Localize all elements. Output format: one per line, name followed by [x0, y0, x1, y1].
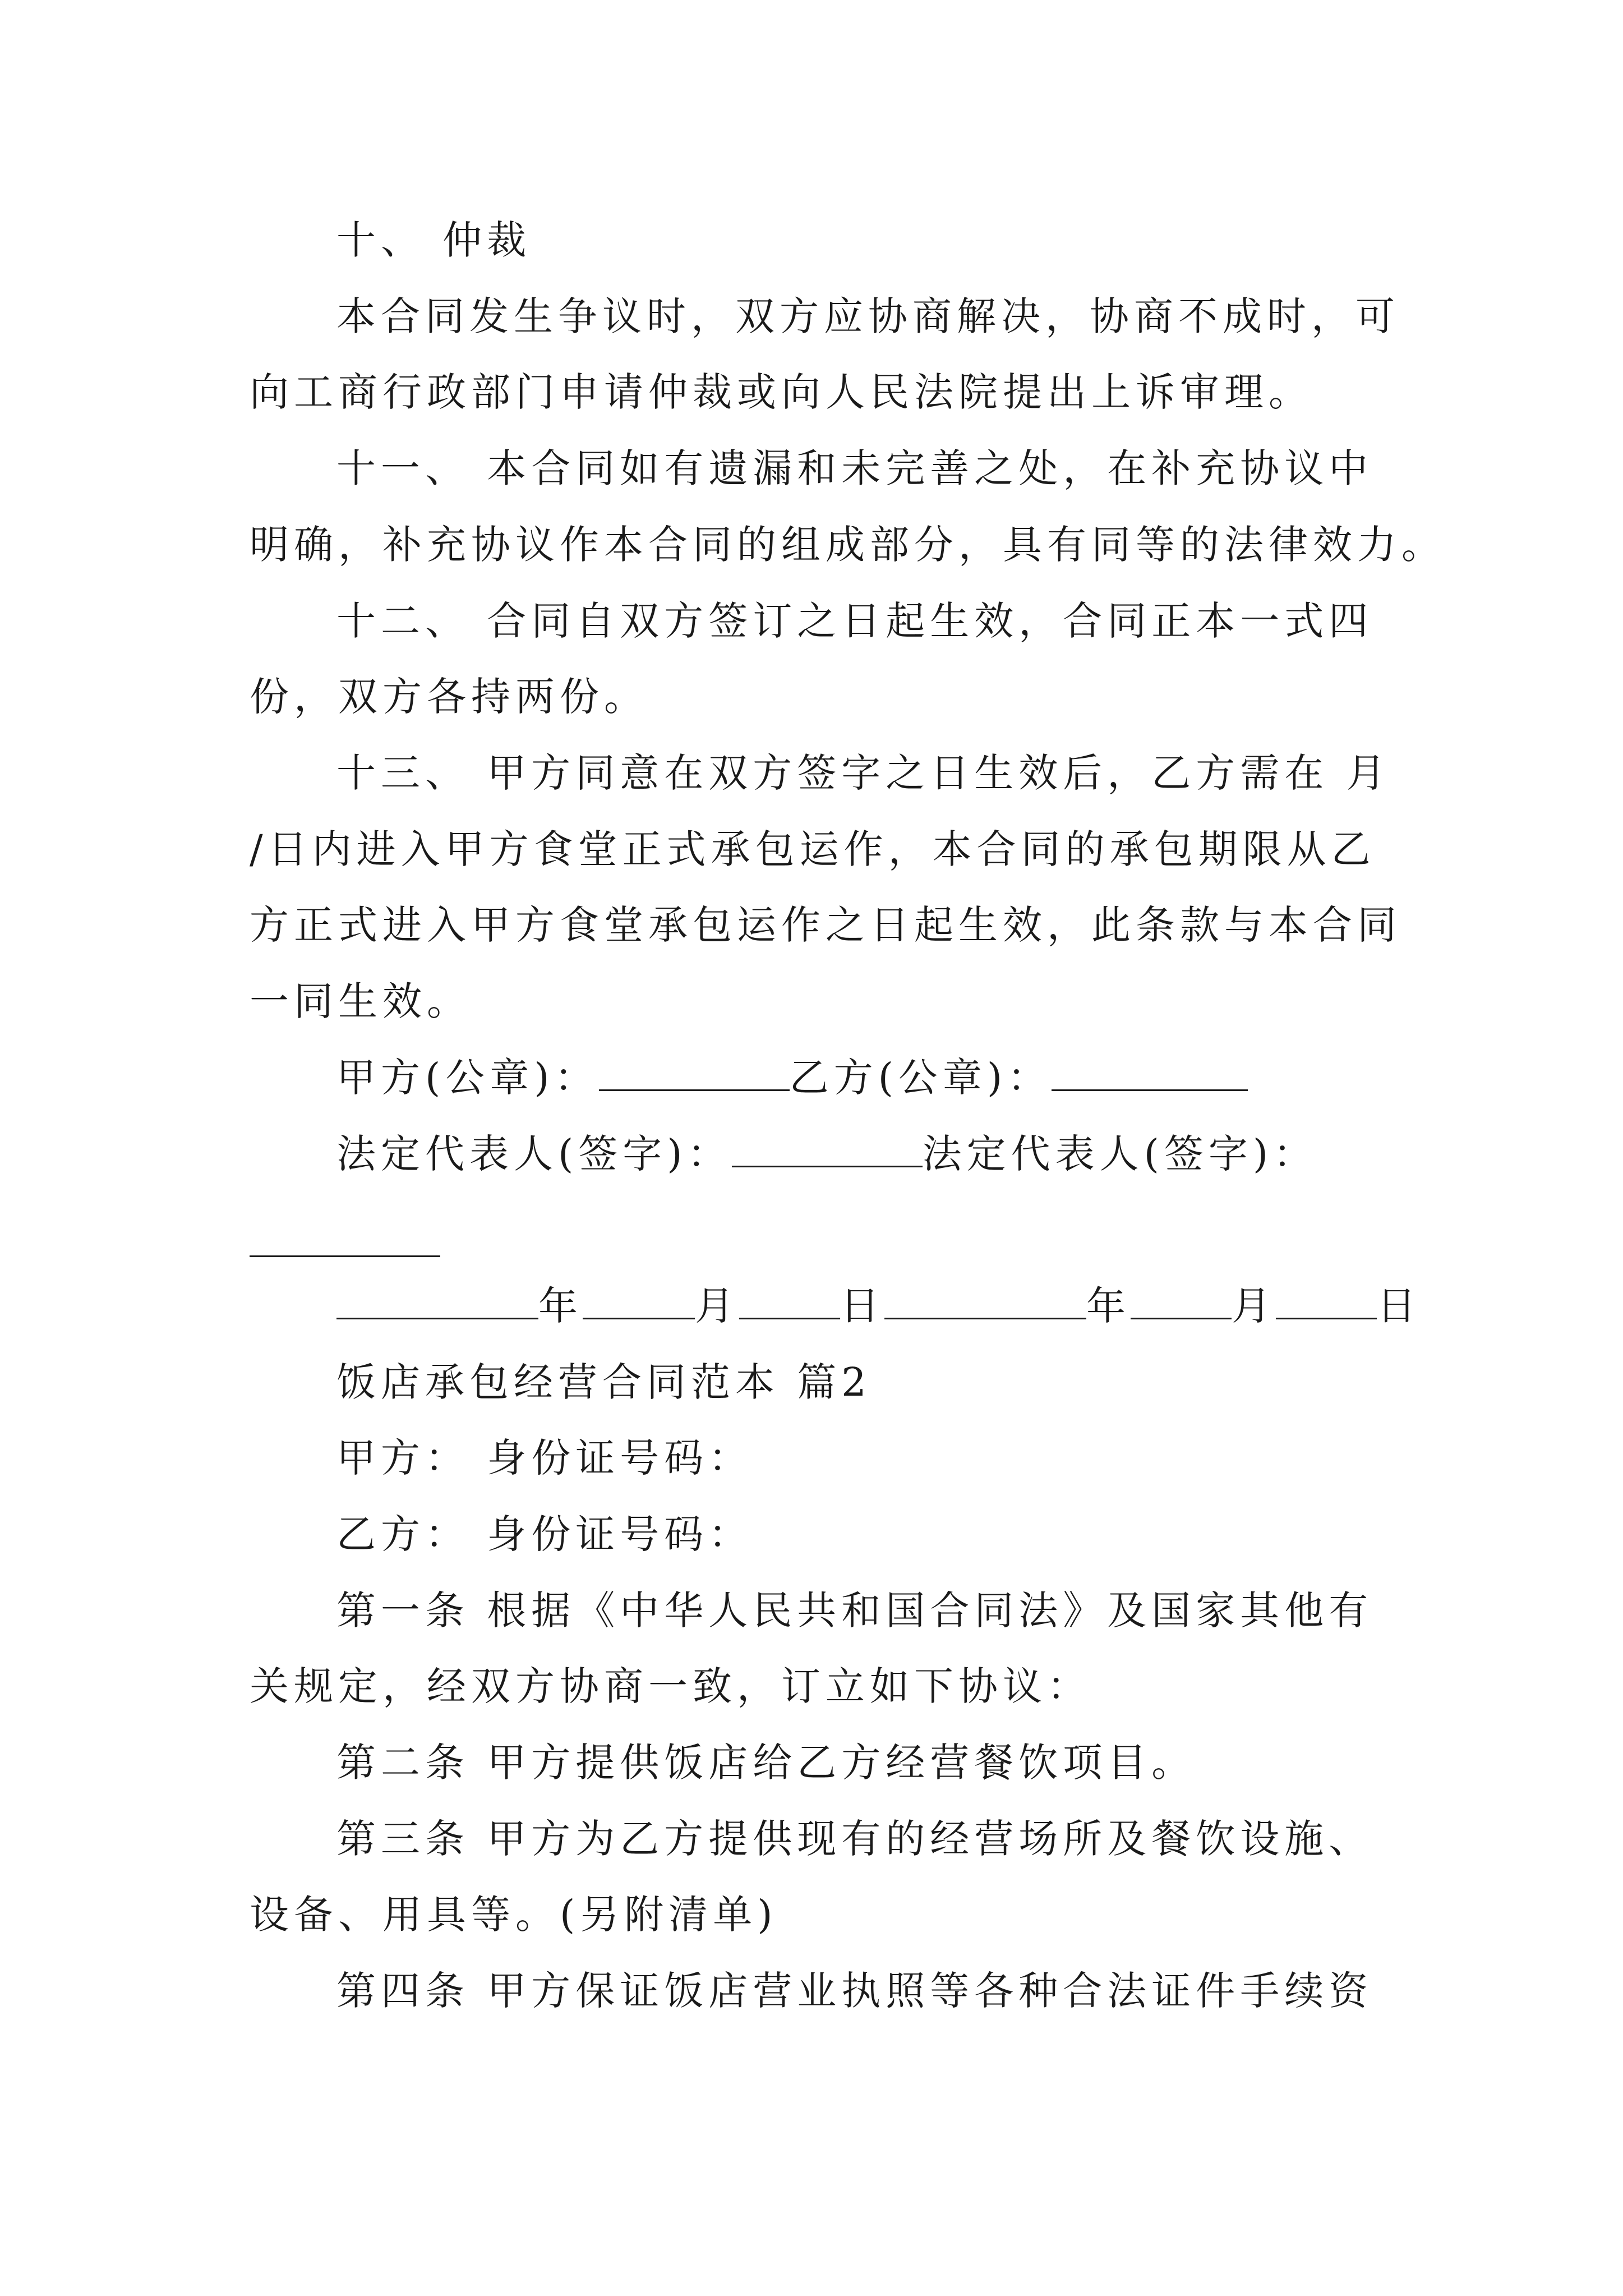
paragraph-line: 向工商行政部门申请仲裁或向人民法院提出上诉审理。	[250, 369, 1313, 415]
date-a-day-label: 日	[840, 1283, 884, 1329]
legal-rep-b-blank	[250, 1255, 440, 1257]
article-2-line: 第二条 甲方提供饭店给乙方经营餐饮项目。	[336, 1740, 1196, 1786]
party-b-id-line: 乙方： 身份证号码：	[336, 1511, 753, 1557]
paragraph-line: 十三、 甲方同意在双方签字之日生效后，乙方需在 月	[336, 750, 1391, 796]
article-4-line: 第四条 甲方保证饭店营业执照等各种合法证件手续资	[336, 1968, 1373, 2014]
paragraph-line: 十二、 合同自双方签订之日起生效，合同正本一式四	[336, 598, 1373, 644]
legal-rep-a-blank	[732, 1131, 923, 1167]
date-b-month-blank	[1131, 1283, 1232, 1319]
date-a-year-blank	[336, 1283, 538, 1319]
party-a-id-line: 甲方： 身份证号码：	[336, 1435, 753, 1481]
signature-date-line	[336, 1281, 1421, 1331]
signature-seal-line	[336, 1052, 1248, 1103]
party-a-seal-blank	[599, 1055, 790, 1091]
date-b-year-blank	[884, 1283, 1086, 1319]
date-b-day-blank	[1276, 1283, 1377, 1319]
article-1-line: 关规定，经双方协商一致，订立如下协议：	[250, 1663, 1091, 1709]
paragraph-line: 明确，补充协议作本合同的组成部分，具有同等的法律效力。	[250, 522, 1446, 568]
section-heading-arbitration: 十、 仲裁	[336, 217, 532, 263]
article-3-line: 设备、用具等。(另附清单)	[250, 1892, 778, 1938]
date-b-month-label: 月	[1232, 1283, 1276, 1329]
paragraph-line: 本合同发生争议时，双方应协商解决，协商不成时，可	[336, 293, 1400, 339]
date-a-year-label: 年	[538, 1283, 583, 1329]
paragraph-line: 份，双方各持两份。	[250, 674, 648, 720]
article-1-line: 第一条 根据《中华人民共和国合同法》及国家其他有	[336, 1588, 1373, 1634]
paragraph-line: 一同生效。	[250, 978, 471, 1024]
paragraph-line: 十一、 本合同如有遗漏和未完善之处，在补充协议中	[336, 445, 1373, 491]
paragraph-line: 方正式进入甲方食堂承包运作之日起生效，此条款与本合同	[250, 902, 1401, 948]
legal-rep-a-label: 法定代表人(签字)：	[336, 1131, 732, 1177]
date-b-day-label: 日	[1377, 1283, 1421, 1329]
date-a-day-blank	[739, 1283, 840, 1319]
party-b-seal-label: 乙方(公章)：	[789, 1055, 1052, 1101]
signature-rep-line	[336, 1129, 1317, 1179]
date-b-year-label: 年	[1086, 1283, 1131, 1329]
date-a-month-blank	[583, 1283, 695, 1319]
party-a-seal-label: 甲方(公章)：	[336, 1055, 599, 1101]
party-b-seal-blank	[1052, 1055, 1248, 1091]
paragraph-line: /日内进入甲方食堂正式承包运作，本合同的承包期限从乙	[250, 826, 1376, 872]
section2-title: 饭店承包经营合同范本 篇2	[336, 1359, 872, 1405]
legal-rep-b-label: 法定代表人(签字)：	[922, 1131, 1318, 1177]
article-3-line: 第三条 甲方为乙方提供现有的经营场所及餐饮设施、	[336, 1816, 1373, 1862]
date-a-month-label: 月	[695, 1283, 739, 1329]
